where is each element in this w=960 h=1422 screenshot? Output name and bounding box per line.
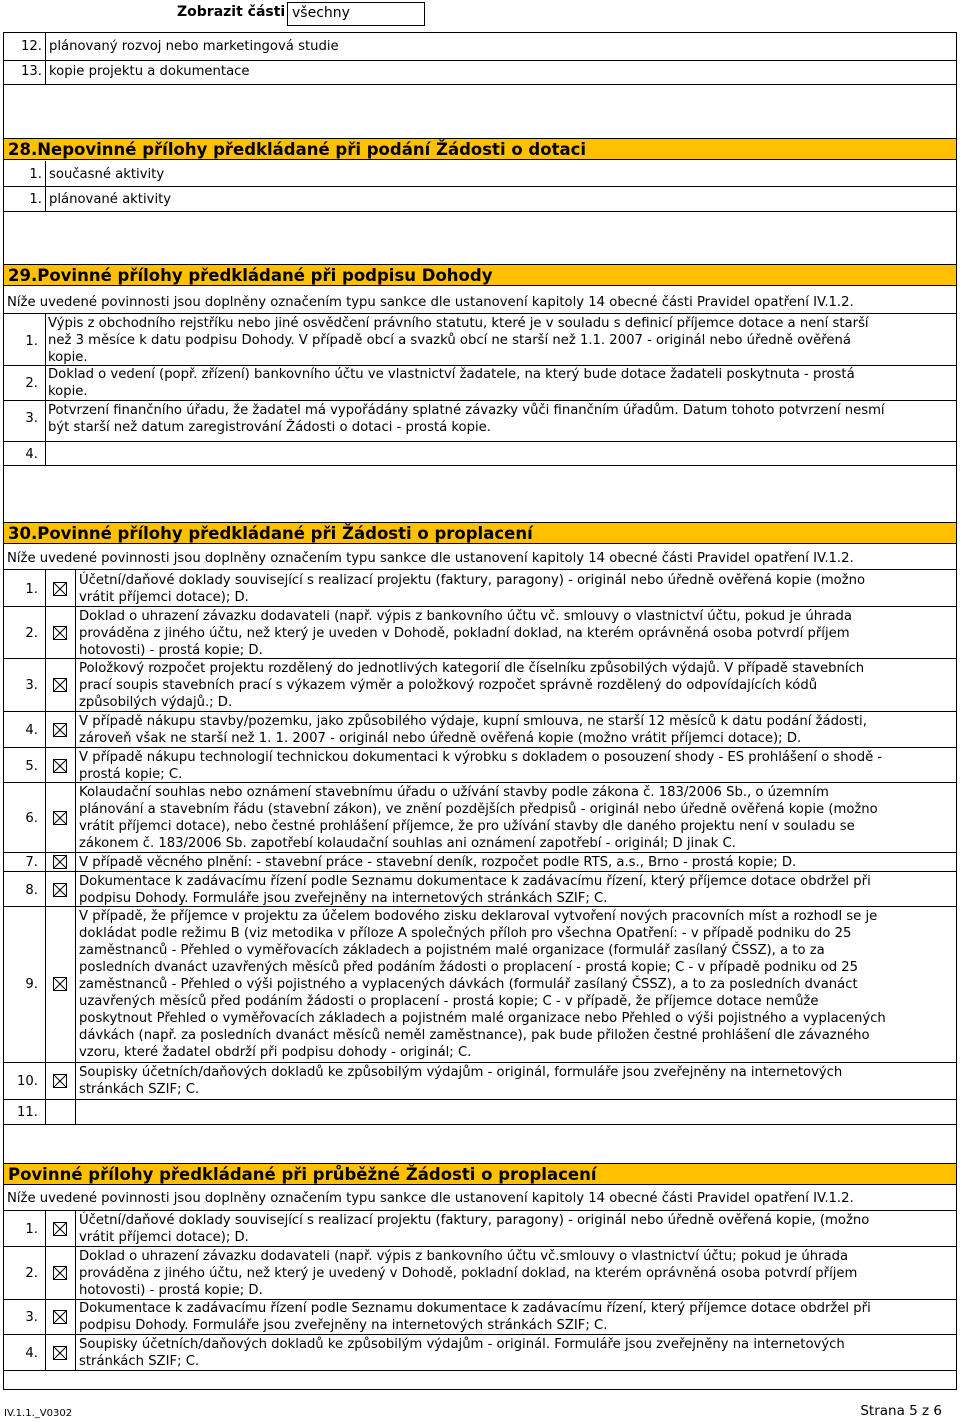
item-number: 10.	[17, 1073, 38, 1089]
item-line: kopie.	[48, 350, 88, 365]
item-text: kopie projektu a dokumentace	[49, 64, 250, 79]
item-number: 1.	[25, 581, 38, 597]
checked-checkbox-icon[interactable]	[53, 883, 67, 897]
s29-bottom	[3, 465, 957, 466]
item-line: prací soupis stavebních prací s výkazem výměr a položkový rozpočet správně rozdělený do odpovídajících kódů	[79, 678, 818, 693]
item-line: způsobilých výdajů.; D.	[79, 695, 233, 710]
s28-bottom	[3, 211, 957, 212]
s30-row-sep	[3, 606, 957, 607]
s30-row-sep	[3, 747, 957, 748]
item-line: Potvrzení finančního úřadu, že žadatel má vypořádány splatné závazky vůči finančním úřadům. Datum tohoto potvrzení nesmí	[48, 403, 885, 418]
item-text	[48, 315, 869, 366]
item-text: plánovaný rozvoj nebo marketingová studie	[49, 39, 339, 54]
item-line: vzoru, které žadatel obdrží při podpisu dohody - originál; C.	[79, 1045, 472, 1060]
item-line: Účetní/daňové doklady související s realizací projektu (faktury, paragony) - originál nebo úředně ověřená kopie, (možno	[79, 1213, 870, 1228]
item-text: plánované aktivity	[49, 192, 172, 207]
item-text	[48, 402, 885, 436]
s29-col-separator	[45, 313, 46, 465]
section-title: Povinné přílohy předkládané při Žádosti o proplacení	[37, 524, 533, 543]
item-number: 4.	[25, 1345, 38, 1361]
s28-row-separator	[3, 186, 957, 187]
item-line: zároveň však ne starší než 1. 1. 2007 - originál nebo úředně ověřená kopie (možno vrátit příjemci dotace); D.	[79, 731, 802, 746]
item-line: V případě, že příjemce v projektu za účelem bodového zisku deklaroval vytvoření nových pracovních míst a rozhodl se je	[79, 909, 878, 924]
item-line: hotovosti) - prostá kopie; D.	[79, 1283, 263, 1298]
sp-row-sep	[3, 1334, 957, 1335]
item-number: 12.	[21, 39, 42, 54]
sp-row-sep	[3, 1246, 957, 1247]
item-text	[79, 749, 882, 783]
item-text: současné aktivity	[49, 167, 165, 182]
item-number: 11.	[17, 1105, 38, 1120]
item-text	[79, 660, 864, 711]
checked-checkbox-icon[interactable]	[53, 582, 67, 596]
item-text	[48, 366, 855, 400]
footer-code: IV.1.1._V0302	[4, 1408, 73, 1419]
item-number: 1.	[25, 1221, 38, 1237]
item-line: zaměstnanců - Přehled o výši pojistného a vyplacených dávkách (formulář zasílaný ČSSZ), a to za posledních dvanáct	[79, 977, 858, 992]
item-number: 1.	[29, 167, 42, 182]
top-row-separator	[3, 60, 957, 61]
item-line: kopie.	[48, 384, 88, 399]
item-number: 9.	[25, 977, 38, 992]
item-number: 3.	[25, 411, 38, 426]
item-line: Doklad o uhrazení závazku dodavateli (např. výpis z bankovního účtu vč.smlouvy o vlastnictví účtu; pokud je úhrada	[79, 1249, 849, 1264]
checked-checkbox-icon[interactable]	[53, 1074, 67, 1088]
item-text	[79, 1248, 857, 1299]
section-number: 29.	[8, 266, 38, 285]
item-line: dokládat podle režimu B (viz metodika v příloze A společných příloh pro všechna Opatření: - v případě podniku do 25	[79, 926, 852, 941]
item-number: 5.	[25, 758, 38, 774]
item-line: dávkách (např. za posledních dvanáct měsíců neměl zaměstnance), pak bude přiložen čestné prohlášení dle závazného	[79, 1028, 870, 1043]
item-line: V případě nákupu stavby/pozemku, jako způsobilého výdaje, kupní smlouva, ne starší 12 měsíců k datu podání žádosti,	[79, 714, 867, 729]
item-line: vrátit příjemci dotace), nebo čestné prohlášení příjemce, že pro užívání stavby dle daného projektu není v souladu se	[79, 819, 855, 834]
item-text	[79, 1336, 845, 1370]
item-number: 4.	[25, 447, 38, 462]
item-number: 4.	[25, 722, 38, 738]
item-line: uzavřených měsíců před podáním žádosti o proplacení - prostá kopie; C - v případě, že příjemce dotace nemůže	[79, 994, 819, 1009]
item-text	[79, 572, 865, 606]
item-number: 1.	[25, 334, 38, 349]
item-line: prováděna z jiného účtu, než který je uveden v Dohodě, pokladní doklad, na kterém oprávněná osoba potvrdí příjem	[79, 626, 850, 641]
item-line: než 3 měsíce k datu podpisu Dohody. V případě obcí a svazků obcí ne starší než 1.1. 2007 - originál nebo úředně ověřená	[48, 333, 851, 348]
checked-checkbox-icon[interactable]	[53, 759, 67, 773]
item-line: Účetní/daňové doklady související s realizací projektu (faktury, paragony) - originál nebo úředně ověřená kopie (možno	[79, 573, 866, 588]
checked-checkbox-icon[interactable]	[53, 811, 67, 825]
section-29-header	[4, 264, 956, 286]
item-text	[79, 608, 852, 659]
checked-checkbox-icon[interactable]	[53, 1310, 67, 1324]
item-line: Dokumentace k zadávacímu řízení podle Seznamu dokumentace k zadávacímu řízení, který příjemce dotace obdržel při	[79, 874, 871, 889]
s30-note-separator	[3, 569, 957, 570]
sp-note-separator	[3, 1210, 957, 1211]
sp-bottom	[3, 1370, 957, 1371]
item-line: V případě věcného plnění: - stavební práce - stavební deník, rozpočet podle RTS, a.s., Brno - prostá kopie; D.	[79, 855, 797, 870]
item-number: 1.	[29, 192, 42, 207]
frame-bottom-border	[3, 1389, 957, 1390]
s30-row-sep	[3, 1062, 957, 1063]
item-line: Soupisky účetních/daňových dokladů ke způsobilým výdajům - originál, formuláře jsou zveřejněny na internetových	[79, 1065, 843, 1080]
s30-col-separator	[45, 569, 46, 1124]
item-line: vrátit příjemci dotace); D.	[79, 1230, 249, 1245]
item-number: 2.	[25, 376, 38, 391]
sp-col-separator	[45, 1210, 46, 1370]
item-line: Doklad o uhrazení závazku dodavateli (např. výpis z bankovního účtu vč. smlouvy o vlastnictví účtu, pokud je úhrada	[79, 609, 853, 624]
section-number: 28.	[8, 140, 38, 159]
s30-row-sep	[3, 852, 957, 853]
section-28-header	[4, 138, 956, 160]
footer-page-number: Strana 5 z 6	[860, 1403, 942, 1419]
item-line: prováděna z jiného účtu, než který je uvedený v Dohodě, pokladní doklad, na kterém oprávněná osoba potvrdí příjem	[79, 1266, 858, 1281]
item-text	[79, 908, 886, 1061]
filter-label: Zobrazit části	[177, 4, 286, 20]
s30-checkbox-col-separator	[75, 569, 76, 1124]
item-line: V případě nákupu technologií technickou dokumentaci k výrobku s dokladem o posouzení shody - ES prohlášení o shodě -	[79, 750, 883, 765]
item-text	[79, 1300, 871, 1334]
section-title: Povinné přílohy předkládané při průběžné Žádosti o proplacení	[8, 1165, 597, 1184]
item-line: Dokumentace k zadávacímu řízení podle Seznamu dokumentace k zadávacímu řízení, který příjemce dotace obdržel při	[79, 1301, 871, 1316]
section-30-note: Níže uvedené povinnosti jsou doplněny označením typu sankce dle ustanovení kapitoly 14 obecné části Pravidel opatření IV.1.2.	[7, 551, 854, 566]
item-number: 2.	[25, 626, 38, 641]
item-line: Kolaudační souhlas nebo oznámení stavebnímu úřadu o užívání stavby podle zákona č. 183/2006 Sb., o územním	[79, 785, 829, 800]
item-number: 6.	[25, 810, 38, 826]
item-line: podpisu Dohody. Formuláře jsou zveřejněny na internetových stránkách SZIF; C.	[79, 1318, 608, 1333]
item-text	[79, 854, 796, 871]
item-number: 3.	[25, 678, 38, 693]
checked-checkbox-icon[interactable]	[53, 1346, 67, 1360]
s30-row-sep	[3, 711, 957, 712]
s29-row-sep-2	[3, 400, 957, 401]
s30-row-sep	[3, 871, 957, 872]
item-line: Doklad o vedení (popř. zřízení) bankovního účtu ve vlastnictví žadatele, na který bude dotace žadateli poskytnuta - prostá	[48, 367, 855, 382]
checked-checkbox-icon[interactable]	[53, 678, 67, 692]
item-text	[79, 713, 867, 747]
section-prubezne-header	[4, 1163, 956, 1185]
top-list-bottom	[3, 84, 957, 85]
item-line: Výpis z obchodního rejstříku nebo jiné osvědčení právního statutu, které je v souladu s definicí příjemce dotace a není starší	[48, 316, 869, 331]
item-number: 2.	[25, 1266, 38, 1281]
item-line: podpisu Dohody. Formuláře jsou zveřejněny na internetových stránkách SZIF; C.	[79, 891, 608, 906]
item-line: hotovosti) - prostá kopie; D.	[79, 643, 263, 658]
s30-bottom	[3, 1124, 957, 1125]
section-number: 30.	[8, 524, 38, 543]
item-line: Položkový rozpočet projektu rozdělený do jednotlivých kategorií dle číselníku způsobilých výdajů. V případě stavebních	[79, 661, 865, 676]
item-line: stránkách SZIF; C.	[79, 1082, 200, 1097]
top-col-separator	[45, 32, 46, 84]
item-line: zákonem č. 183/2006 Sb. zapotřebí kolaudační souhlas ani oznámení zapotřebí - originál; D jinak C.	[79, 836, 736, 851]
filter-select[interactable]: všechny	[287, 2, 425, 26]
item-text	[79, 873, 871, 907]
item-text	[79, 1064, 842, 1098]
item-text	[79, 1212, 869, 1246]
s29-note-separator	[3, 313, 957, 314]
item-line: stránkách SZIF; C.	[79, 1354, 200, 1369]
item-line: být starší než datum zaregistrování Žádosti o dotaci - prostá kopie.	[48, 420, 491, 435]
section-30-header	[4, 522, 956, 544]
item-number: 8.	[25, 882, 38, 898]
checked-checkbox-icon[interactable]	[53, 723, 67, 737]
item-number: 7.	[25, 855, 38, 870]
item-line: prostá kopie; C.	[79, 767, 183, 782]
item-number: 3.	[25, 1309, 38, 1325]
top-border	[3, 32, 957, 33]
item-line: vrátit příjemci dotace); D.	[79, 590, 249, 605]
s30-row-sep	[3, 1099, 957, 1100]
checked-checkbox-icon[interactable]	[53, 1266, 67, 1280]
item-number: 13.	[21, 64, 42, 79]
section-title: Nepovinné přílohy předkládané při podání Žádosti o dotaci	[37, 140, 587, 159]
item-line: poskytnout Přehled o vyměřovacích základech a pojistném malé organizace nebo Přehled o výši pojistného a vyplacených	[79, 1011, 886, 1026]
checked-checkbox-icon[interactable]	[53, 855, 67, 869]
item-text	[79, 784, 878, 852]
checked-checkbox-icon[interactable]	[53, 626, 67, 640]
item-line: plánování a stavebním řádu (stavební zákon), ve znění pozdějších předpisů - originál nebo úředně ověřená kopie (možno	[79, 802, 878, 817]
checked-checkbox-icon[interactable]	[53, 977, 67, 991]
checked-checkbox-icon[interactable]	[53, 1222, 67, 1236]
sp-checkbox-col-separator	[75, 1210, 76, 1370]
section-29-note: Níže uvedené povinnosti jsou doplněny označením typu sankce dle ustanovení kapitoly 14 obecné části Pravidel opatření IV.1.2.	[7, 295, 854, 310]
item-line: posledních dvanáct uzavřených měsíců před podáním žádosti o proplacení - prostá kopie; C - v případě podniku od 25	[79, 960, 859, 975]
s29-row-sep-3	[3, 441, 957, 442]
section-title: Povinné přílohy předkládané při podpisu Dohody	[37, 266, 493, 285]
item-line: zaměstnanců - Přehled o vyměřovacích základech a pojistném malé organizace (formulář zasílaný ČSSZ), a to za	[79, 943, 825, 958]
item-line: Soupisky účetních/daňových dokladů ke způsobilým výdajům - originál. Formuláře jsou zveřejněny na internetových	[79, 1337, 845, 1352]
section-prubezne-note: Níže uvedené povinnosti jsou doplněny označením typu sankce dle ustanovení kapitoly 14 obecné části Pravidel opatření IV.1.2.	[7, 1191, 854, 1206]
